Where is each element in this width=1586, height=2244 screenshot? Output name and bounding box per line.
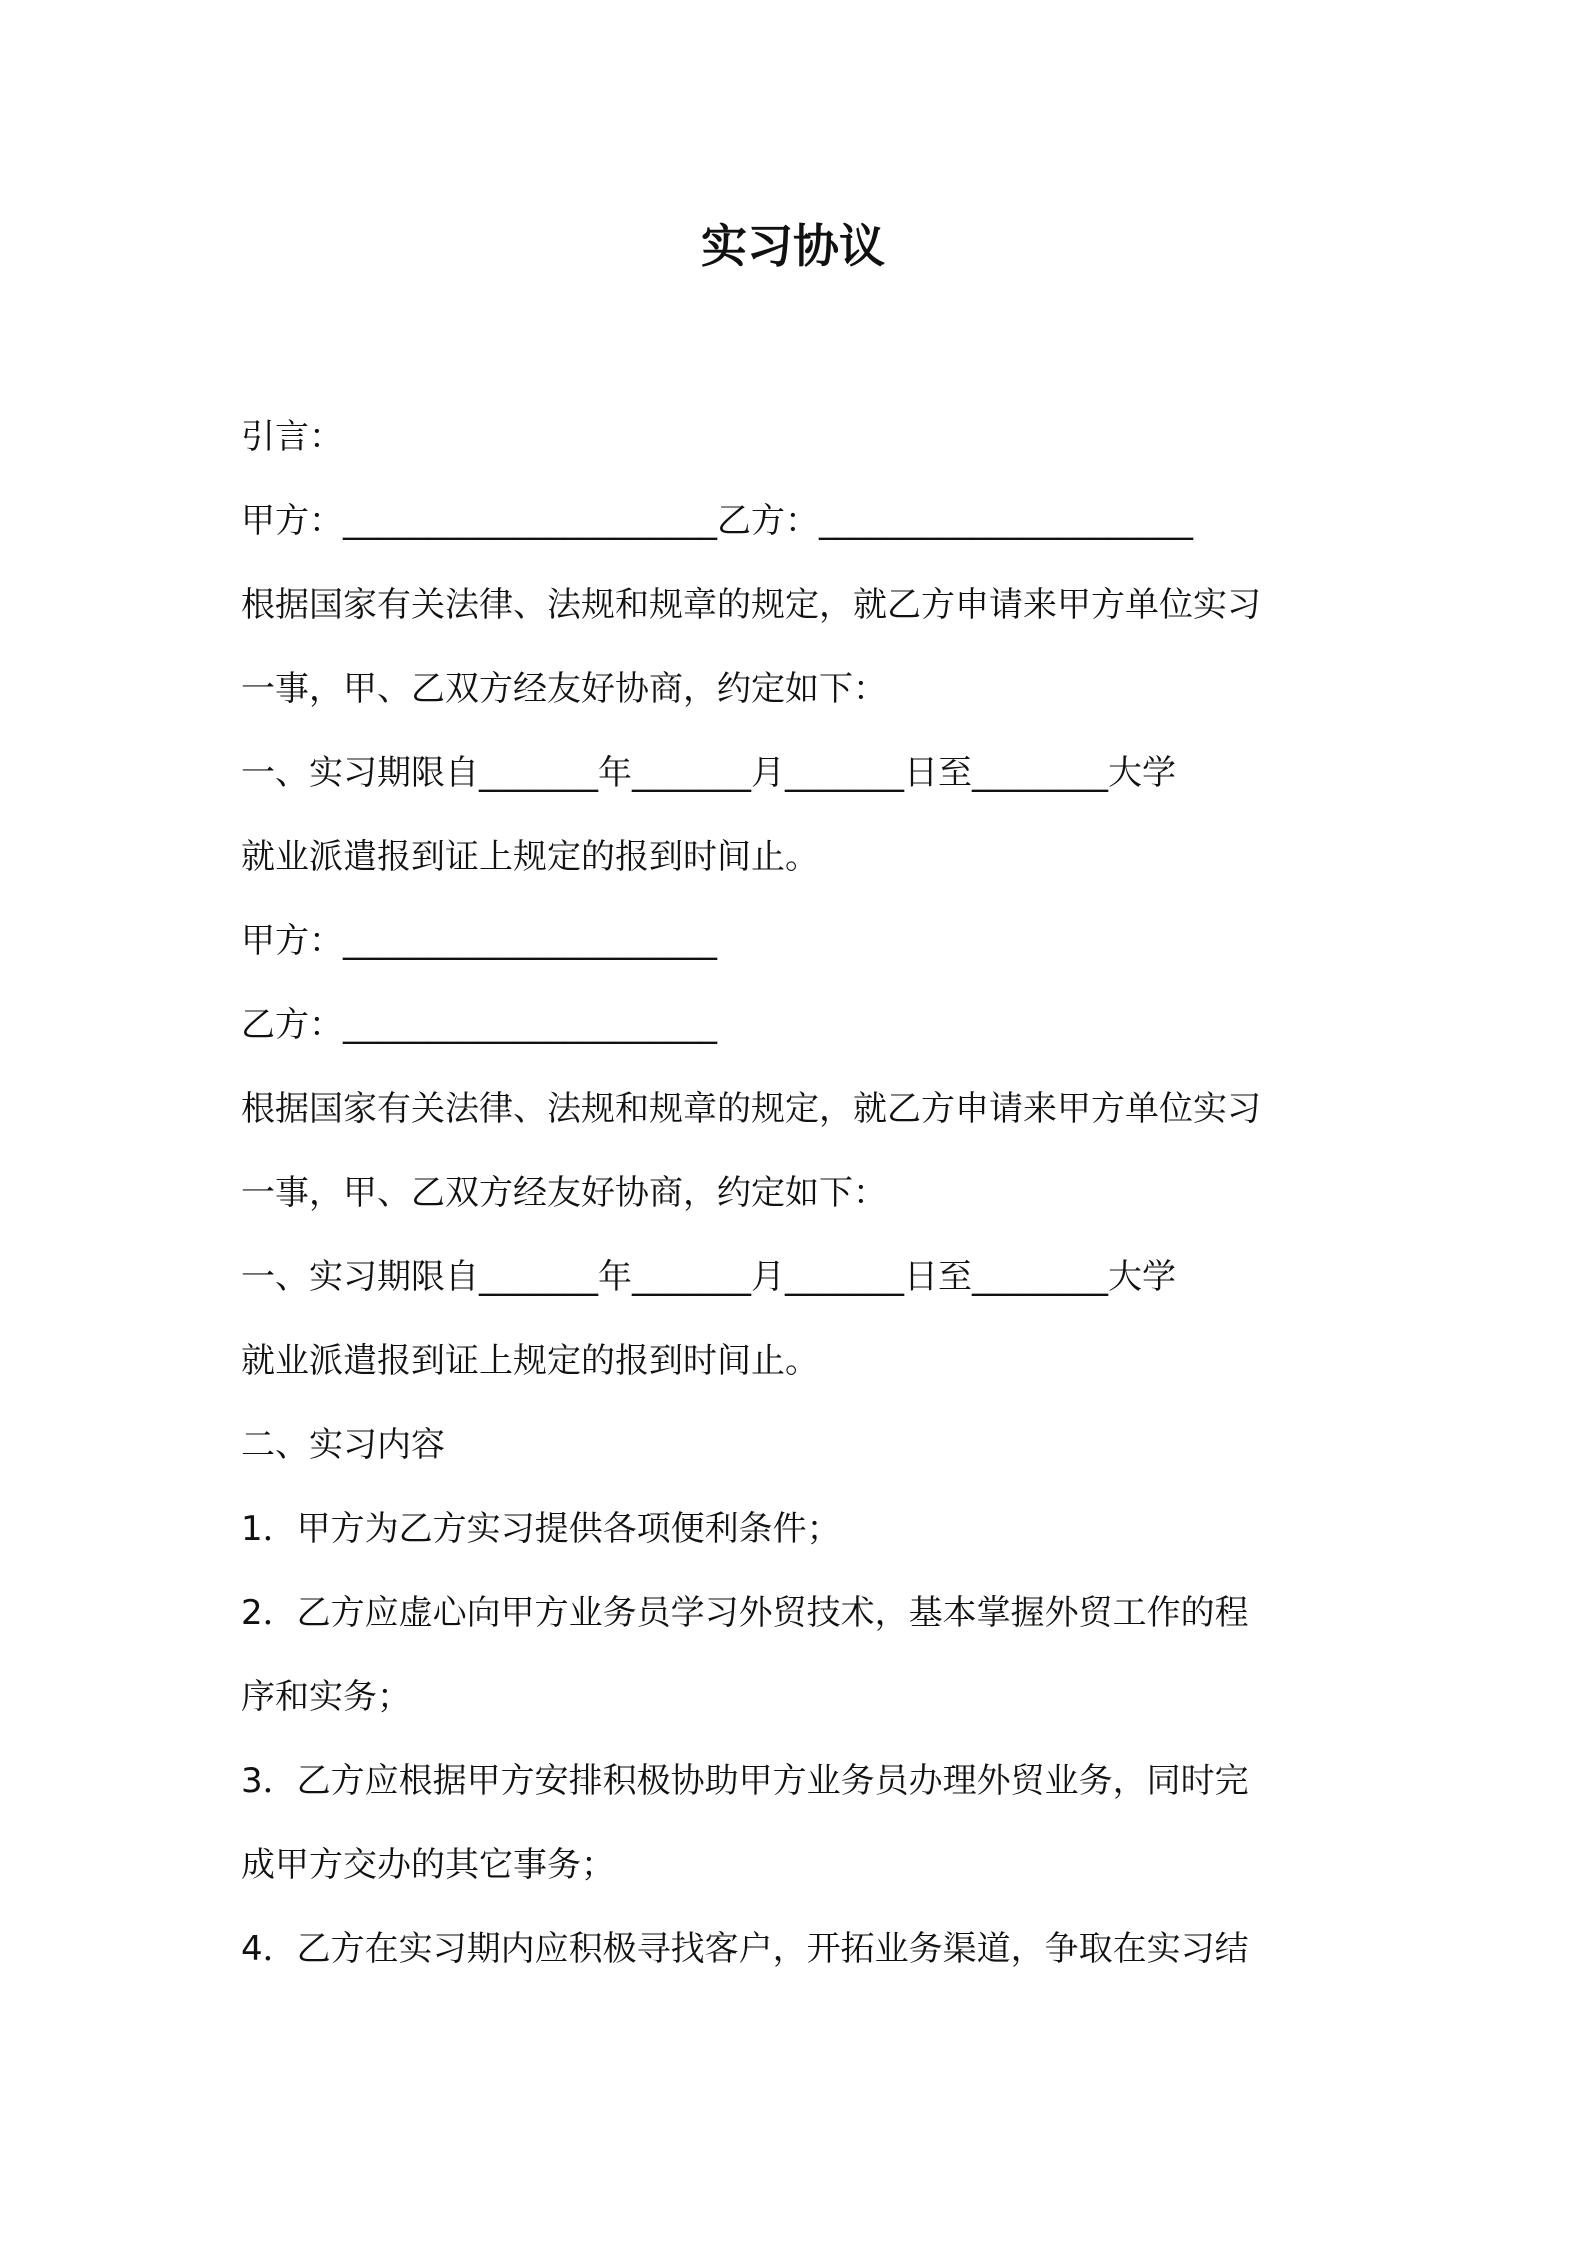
document-body [241, 406, 1361, 2002]
party-line: 甲方：______________________乙方：______________________ [241, 501, 1193, 541]
list-item: 2．乙方应虚心向甲方业务员学习外贸技术，基本掌握外贸工作的程 [241, 1593, 1249, 1633]
clause-line: 一、实习期限自_______年_______月_______日至________大学 [241, 1257, 1176, 1297]
document-title: 实习协议 [701, 219, 885, 273]
party-b-line: 乙方：______________________ [241, 1005, 717, 1045]
clause-line: 就业派遣报到证上规定的报到时间止。 [241, 837, 819, 877]
list-item: 3．乙方应根据甲方安排积极协助甲方业务员办理外贸业务，同时完 [241, 1761, 1249, 1801]
paragraph-line: 根据国家有关法律、法规和规章的规定，就乙方申请来甲方单位实习 [241, 1089, 1261, 1129]
list-item: 序和实务； [241, 1677, 411, 1717]
list-item: 1．甲方为乙方实习提供各项便利条件； [241, 1509, 841, 1549]
intro-label: 引言： [241, 417, 343, 457]
party-a-line: 甲方：______________________ [241, 921, 717, 961]
paragraph-line: 根据国家有关法律、法规和规章的规定，就乙方申请来甲方单位实习 [241, 585, 1261, 625]
clause-line: 就业派遣报到证上规定的报到时间止。 [241, 1341, 819, 1381]
paragraph-line: 一事，甲、乙双方经友好协商，约定如下： [241, 669, 887, 709]
section-heading: 二、实习内容 [241, 1425, 445, 1465]
clause-line: 一、实习期限自_______年_______月_______日至________大学 [241, 753, 1176, 793]
paragraph-line: 一事，甲、乙双方经友好协商，约定如下： [241, 1173, 887, 1213]
list-item: 成甲方交办的其它事务； [241, 1845, 615, 1885]
list-item: 4．乙方在实习期内应积极寻找客户，开拓业务渠道，争取在实习结 [241, 1929, 1249, 1969]
